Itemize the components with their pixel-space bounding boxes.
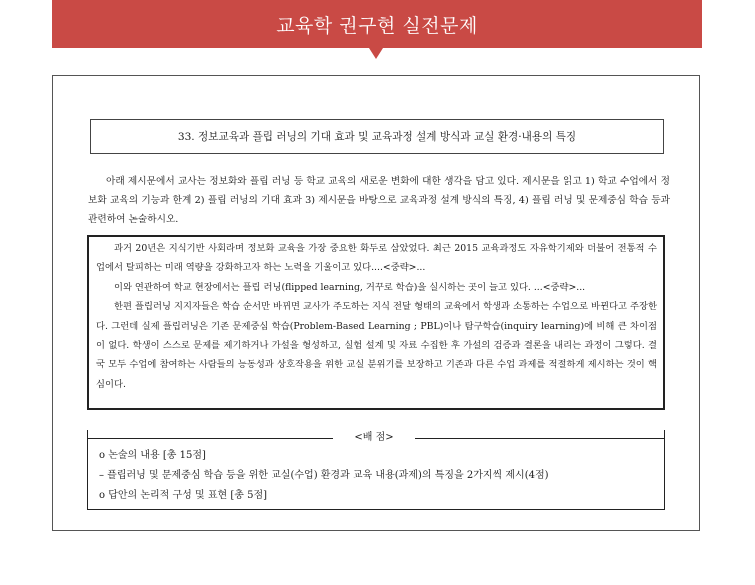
question-title-box	[90, 119, 664, 154]
scoring-item-content: o 논술의 내용 [총 15점]	[99, 450, 206, 461]
question-prompt: 아래 제시문에서 교사는 정보화와 플립 러닝 등 학교 교육의 새로운 변화에 대한 생각을 담고 있다. 제시문을 읽고 1) 학교 수업에서 정보화 교육의 기능과 한계 2) 플립 러닝의 기대 효과 3) 제시문을 바탕으로 교육과정 설계 방식의 특징, 4) 플립 러닝 및 문제중심 학습 등과 관련하여 논술하시오.	[88, 176, 670, 225]
question-title: 33. 정보교육과 플립 러닝의 기대 효과 및 교육과정 설계 방식과 교실 환경·내용의 특징	[177, 131, 577, 143]
scoring-divider-left	[87, 438, 333, 439]
scoring-divider-right	[415, 438, 665, 439]
passage-paragraph-3: 한편 플립러닝 지지자들은 학습 순서만 바뀌면 교사가 주도하는 지식 전달 형태의 교육에서 학생과 소통하는 수업으로 바뀐다고 주장한다. 그런데 실제 플립러닝은 기존 문제중심 학습(Problem-Based Learning ; PBL)이나 탐구학습(inquiry learning)에 비해 큰 차이점이 없다. 학생이 스스로 문제를 제기하거나 가설을 형성하고, 실험 설계 및 자료 수집한 후 가설의 검증과 결론을 내리는 과정이 그렇다. 결국 모두 수업에 참여하는 사람들의 능동성과 상호작용을 위한 교실 분위기를 보장하고 기존과 다른 수업 과제를 적절하게 제시하는 것이 핵심이다.	[96, 301, 657, 390]
scoring-item-structure: o 답안의 논리적 구성 및 표현 [총 5점]	[99, 490, 268, 501]
scoring-label: <배 점>	[354, 432, 394, 443]
scoring-item-detail: – 플립러닝 및 문제중심 학습 등을 위한 교실(수업) 환경과 교육 내용(과제)의 특징을 2가지씩 제시(4점)	[99, 470, 549, 481]
header-banner	[52, 0, 702, 48]
header-title: 교육학 권구현 실전문제	[276, 14, 478, 37]
banner-arrow-icon	[369, 48, 383, 59]
passage-paragraph-1: 과거 20년은 지식기반 사회라며 정보화 교육을 가장 중요한 화두로 삼았었다. 최근 2015 교육과정도 자유학기제와 더불어 전통적 수업에서 탈피하는 미래 역량을 강화하고자 하는 노력을 기울이고 있다....<중략>...	[96, 243, 657, 274]
passage-paragraph-2: 이와 연관하여 학교 현장에서는 플립 러닝(flipped learning, 거꾸로 학습)을 실시하는 곳이 늘고 있다. ...<중략>...	[114, 281, 586, 293]
passage-box	[87, 235, 665, 410]
scoring-items	[99, 446, 665, 506]
